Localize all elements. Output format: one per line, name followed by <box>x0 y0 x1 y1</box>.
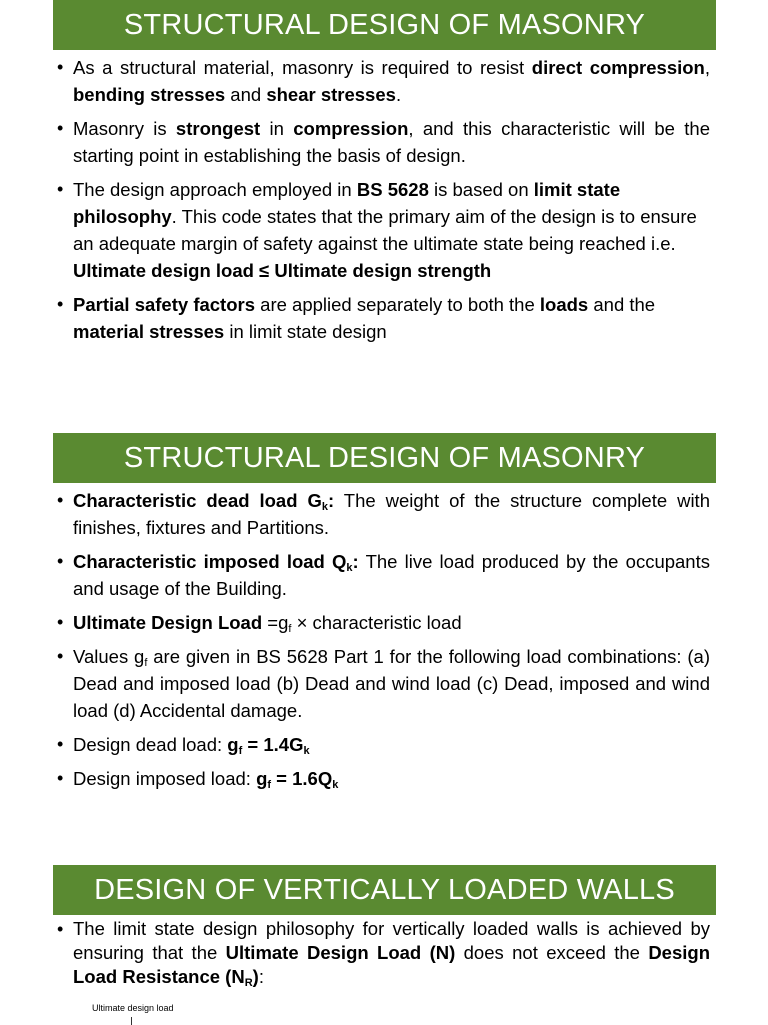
text: The weight of the structure complete with finishes, fixtures and Partitions. <box>73 490 710 538</box>
text: Design dead load: <box>73 734 228 755</box>
slide1-bullet-1 <box>0 54 768 108</box>
slide1-title-banner <box>53 0 716 50</box>
subscript: k <box>303 745 310 757</box>
subscript: f <box>238 745 243 757</box>
bold-text: ) <box>252 966 259 987</box>
bold-text: compression <box>293 118 409 139</box>
bold-text: Characteristic dead load G <box>73 490 322 511</box>
slide3-title-banner <box>53 865 716 915</box>
text: and the <box>588 294 656 315</box>
bold-text: strongest <box>175 118 261 139</box>
slide3-bullet-list <box>0 917 768 996</box>
bold-text: BS 5628 <box>356 179 429 200</box>
slide1-bullet-list <box>0 54 768 352</box>
bold-text: material stresses <box>73 321 225 342</box>
bold-text: limit state philosophy <box>73 179 621 227</box>
subscript: f <box>267 779 272 791</box>
bold-text: g <box>256 768 268 789</box>
slide2-title-banner <box>53 433 716 483</box>
bold-text: = 1.6Q <box>271 768 333 789</box>
text: As a structural material, masonry is required to resist <box>73 57 532 78</box>
subscript: k <box>321 501 328 513</box>
text: The design approach employed in <box>73 179 357 200</box>
text: are given in BS 5628 Part 1 for the following load combinations: (a) Dead and imposed load (b) Dead and wind load (c) Dead, imposed and wind load (d) Accidental damage. <box>73 646 710 721</box>
bold-text: Characteristic imposed load Q <box>73 551 347 572</box>
text: . <box>395 84 402 105</box>
bullet-glyph: • <box>57 734 64 754</box>
text: , <box>704 57 710 78</box>
bullet-glyph: • <box>57 179 64 199</box>
bold-text: Ultimate design load ≤ Ultimate design strength <box>73 260 492 281</box>
bold-text: bending stresses <box>73 84 226 105</box>
bold-text: Ultimate Design Load <box>73 612 263 633</box>
text: Masonry is <box>73 118 176 139</box>
text: , and this characteristic will be the starting point in establishing the basis of design. <box>73 118 710 166</box>
slide2-bullet-5 <box>0 731 768 758</box>
bold-text: : <box>328 490 335 511</box>
bold-text: = 1.4G <box>242 734 304 755</box>
slide2-bullet-1 <box>0 487 768 541</box>
text: in <box>260 118 294 139</box>
text: Values g <box>73 646 145 667</box>
slide2-title: STRUCTURAL DESIGN OF MASONRY <box>123 441 646 474</box>
subscript: k <box>332 779 339 791</box>
slide2-bullet-2 <box>0 548 768 602</box>
slide1-bullet-3 <box>0 176 768 284</box>
subscript: f <box>288 623 292 635</box>
bold-text: g <box>227 734 239 755</box>
text: and <box>225 84 267 105</box>
bullet-glyph: • <box>57 118 64 138</box>
slide3-title: DESIGN OF VERTICALLY LOADED WALLS <box>94 873 675 906</box>
bold-text: direct compression <box>531 57 705 78</box>
text: . This code states that the primary aim of the design is to ensure an adequate margin of safety against the ultimate state being reached i.e. <box>73 206 697 254</box>
text: does not exceed the <box>455 942 649 963</box>
text: Design imposed load: <box>73 768 257 789</box>
text: are applied separately to both the <box>255 294 540 315</box>
text: × characteristic load <box>291 612 462 633</box>
slide2-bullet-3 <box>0 609 768 636</box>
slide2-bullet-list <box>0 487 768 799</box>
slide1-title: STRUCTURAL DESIGN OF MASONRY <box>123 8 646 41</box>
slide1-bullet-4 <box>0 291 768 345</box>
bold-text: Design Load Resistance (N <box>73 942 710 987</box>
bullet-glyph: • <box>57 646 64 666</box>
bold-text: Ultimate Design Load (N) <box>225 942 456 963</box>
subscript: k <box>346 562 353 574</box>
figure-label: Ultimate design load <box>92 1003 174 1013</box>
text: is based on <box>428 179 534 200</box>
bullet-glyph: • <box>57 294 64 314</box>
bullet-glyph: • <box>57 57 64 77</box>
slide2-bullet-4 <box>0 643 768 724</box>
subscript: f <box>144 657 148 669</box>
bold-text: Partial safety factors <box>73 294 256 315</box>
text: The limit state design philosophy for vertically loaded walls is achieved by ensuring that the <box>73 918 710 963</box>
subscript: R <box>244 977 253 989</box>
bullet-glyph: • <box>57 919 64 939</box>
text: The live load produced by the occupants and usage of the Building. <box>73 551 710 599</box>
bullet-glyph: • <box>57 768 64 788</box>
bold-text: loads <box>539 294 589 315</box>
bold-text: : <box>352 551 359 572</box>
slide3-bullet-1 <box>0 917 768 989</box>
text: =g <box>262 612 289 633</box>
slide2-bullet-6 <box>0 765 768 792</box>
bullet-glyph: • <box>57 490 64 510</box>
text: : <box>258 966 264 987</box>
bullet-glyph: • <box>57 551 64 571</box>
bold-text: shear stresses <box>266 84 396 105</box>
text: in limit state design <box>224 321 387 342</box>
bullet-glyph: • <box>57 612 64 632</box>
slide1-bullet-2 <box>0 115 768 169</box>
